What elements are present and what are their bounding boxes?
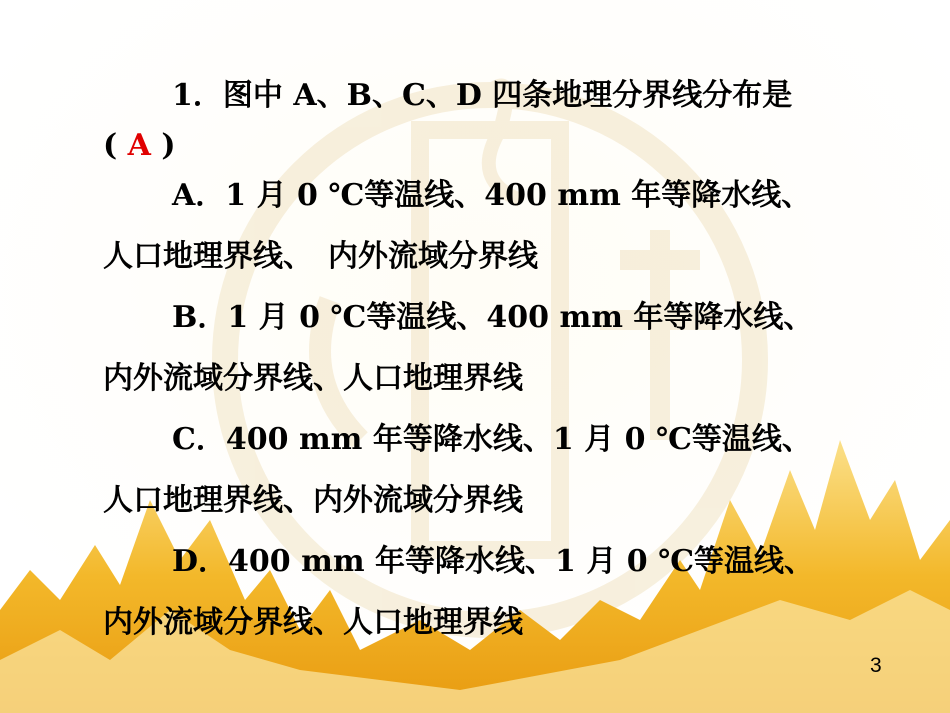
option-d-line2: 内外流域分界线、人口地理界线	[103, 605, 523, 640]
answer-value: A	[127, 128, 151, 163]
option-b-line2: 内外流域分界线、人口地理界线	[103, 361, 523, 396]
option-c-line2: 人口地理界线、内外流域分界线	[103, 483, 523, 518]
option-c-line1: C．400 mm 年等降水线、1 月 0 ℃等温线、	[172, 422, 812, 457]
option-b-line1: B．1 月 0 ℃等温线、400 mm 年等降水线、	[172, 300, 814, 335]
option-d-line1: D．400 mm 年等降水线、1 月 0 ℃等温线、	[172, 544, 815, 579]
answer-blank: ( A )	[103, 128, 176, 163]
question-stem: 1．图中 A、B、C、D 四条地理分界线分布是	[172, 78, 793, 113]
option-a-line2: 人口地理界线、 内外流域分界线	[103, 239, 538, 274]
option-a-line1: A．1 月 0 ℃等温线、400 mm 年等降水线、	[172, 178, 812, 213]
page-number: 3	[870, 654, 882, 677]
